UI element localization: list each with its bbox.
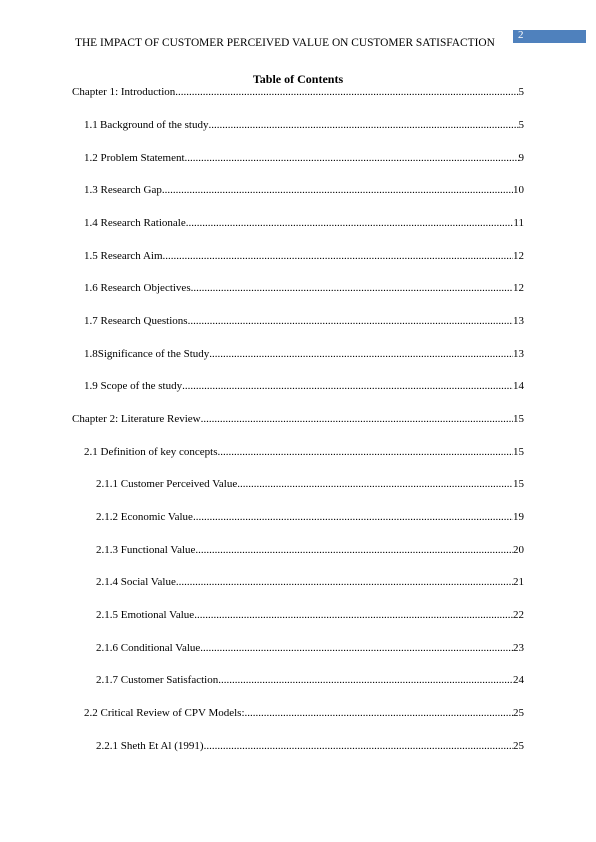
toc-entry-2-1-7[interactable] bbox=[96, 674, 524, 686]
toc-entry-label: 1.3 Research Gap bbox=[84, 184, 162, 196]
toc-entry-page: 22 bbox=[513, 609, 524, 621]
leader-dots bbox=[175, 86, 518, 98]
toc-entry-1-2[interactable] bbox=[84, 152, 524, 164]
toc-entry-1-7[interactable] bbox=[84, 315, 524, 327]
toc-entry-page: 10 bbox=[513, 184, 524, 196]
running-header: THE IMPACT OF CUSTOMER PERCEIVED VALUE ON CUSTOMER SATISFACTION bbox=[75, 37, 495, 49]
toc-entry-1-6[interactable] bbox=[84, 282, 524, 294]
toc-entry-2-1-2[interactable] bbox=[96, 511, 524, 523]
leader-dots bbox=[208, 119, 518, 131]
toc-entry-page: 12 bbox=[513, 282, 524, 294]
toc-entry-page: 25 bbox=[513, 707, 524, 719]
toc-entry-2-1[interactable] bbox=[84, 446, 524, 458]
leader-dots bbox=[163, 250, 513, 262]
toc-entry-label: Chapter 2: Literature Review bbox=[72, 413, 201, 425]
page-number-badge bbox=[513, 30, 586, 43]
toc-entry-label: 2.2 Critical Review of CPV Models: bbox=[84, 707, 245, 719]
leader-dots bbox=[218, 674, 513, 686]
leader-dots bbox=[191, 282, 513, 294]
toc-entry-label: 1.9 Scope of the study bbox=[84, 380, 183, 392]
leader-dots bbox=[194, 609, 513, 621]
toc-entry-page: 19 bbox=[513, 511, 524, 523]
leader-dots bbox=[176, 576, 513, 588]
leader-dots bbox=[162, 184, 513, 196]
toc-entry-label: 2.1.1 Customer Perceived Value bbox=[96, 478, 238, 490]
leader-dots bbox=[209, 348, 513, 360]
toc-entry-page: 15 bbox=[513, 446, 524, 458]
toc-entry-page: 13 bbox=[513, 348, 524, 360]
toc-entry-label: 2.1 Definition of key concepts bbox=[84, 446, 218, 458]
toc-entry-label: 2.1.3 Functional Value bbox=[96, 544, 196, 556]
toc-entry-1-3[interactable] bbox=[84, 184, 524, 196]
toc-entry-1-1[interactable] bbox=[84, 119, 524, 131]
toc-entry-chapter-2[interactable] bbox=[72, 413, 524, 425]
toc-entry-label: 1.8Significance of the Study bbox=[84, 348, 210, 360]
leader-dots bbox=[204, 740, 513, 752]
toc-entry-page: 13 bbox=[513, 315, 524, 327]
leader-dots bbox=[185, 152, 519, 164]
toc-entry-label: 2.2.1 Sheth Et Al (1991) bbox=[96, 740, 204, 752]
toc-entry-2-1-4[interactable] bbox=[96, 576, 524, 588]
leader-dots bbox=[245, 707, 513, 719]
toc-entry-page: 25 bbox=[513, 740, 524, 752]
toc-entry-page: 21 bbox=[513, 576, 524, 588]
toc-entry-label: Background of the study bbox=[100, 119, 209, 131]
toc-title: Table of Contents bbox=[252, 72, 344, 86]
leader-dots bbox=[237, 478, 513, 490]
leader-dots bbox=[201, 413, 513, 425]
toc-entry-page: 15 bbox=[513, 413, 524, 425]
toc-entry-1-8[interactable] bbox=[84, 348, 524, 360]
toc-entry-page: 5 bbox=[518, 86, 524, 98]
toc-entry-2-2-1[interactable] bbox=[96, 740, 524, 752]
toc-entry-page: 9 bbox=[518, 152, 524, 164]
toc-entry-page: 14 bbox=[513, 380, 524, 392]
toc-entry-page: 24 bbox=[513, 674, 524, 686]
leader-dots bbox=[195, 544, 513, 556]
toc-entry-label: 1.6 Research Objectives bbox=[84, 282, 191, 294]
leader-dots bbox=[200, 642, 513, 654]
leader-dots bbox=[186, 217, 514, 229]
leader-dots bbox=[188, 315, 513, 327]
toc-entry-1-9[interactable] bbox=[84, 380, 524, 392]
leader-dots bbox=[218, 446, 514, 458]
toc-entry-2-1-6[interactable] bbox=[96, 642, 524, 654]
toc-entry-label: 2.1.5 Emotional Value bbox=[96, 609, 195, 621]
leader-dots bbox=[193, 511, 513, 523]
toc-entry-page: 12 bbox=[513, 250, 524, 262]
toc-entry-label: 2.1.7 Customer Satisfaction bbox=[96, 674, 219, 686]
toc-entry-2-2[interactable] bbox=[84, 707, 524, 719]
toc-entry-2-1-1[interactable] bbox=[96, 478, 524, 490]
toc-entry-label: 1.2 Problem Statement bbox=[84, 152, 185, 164]
toc-entry-page: 23 bbox=[513, 642, 524, 654]
page-number: 2 bbox=[518, 29, 524, 41]
toc-entry-1-5[interactable] bbox=[84, 250, 524, 262]
toc-entry-page: 20 bbox=[513, 544, 524, 556]
toc-entry-label: 1.7 Research Questions bbox=[84, 315, 188, 327]
toc-entry-1-4[interactable] bbox=[84, 217, 524, 229]
toc-entry-page: 11 bbox=[513, 217, 524, 229]
toc-entry-2-1-3[interactable] bbox=[96, 544, 524, 556]
toc-entry-label: Chapter 1: Introduction bbox=[72, 86, 176, 98]
toc-entry-2-1-5[interactable] bbox=[96, 609, 524, 621]
toc-entry-label: 1.4 Research Rationale bbox=[84, 217, 186, 229]
toc-entry-chapter-1[interactable] bbox=[72, 86, 524, 98]
leader-dots bbox=[182, 380, 513, 392]
toc-entry-label: 2.1.2 Economic Value bbox=[96, 511, 193, 523]
toc-entry-label: 2.1.6 Conditional Value bbox=[96, 642, 201, 654]
toc-entry-page: 5 bbox=[518, 119, 524, 131]
toc-entry-number: 1.1 bbox=[84, 119, 98, 131]
toc-entry-page: 15 bbox=[513, 478, 524, 490]
toc-entry-label: 2.1.4 Social Value bbox=[96, 576, 176, 588]
toc-entry-label: 1.5 Research Aim bbox=[84, 250, 163, 262]
